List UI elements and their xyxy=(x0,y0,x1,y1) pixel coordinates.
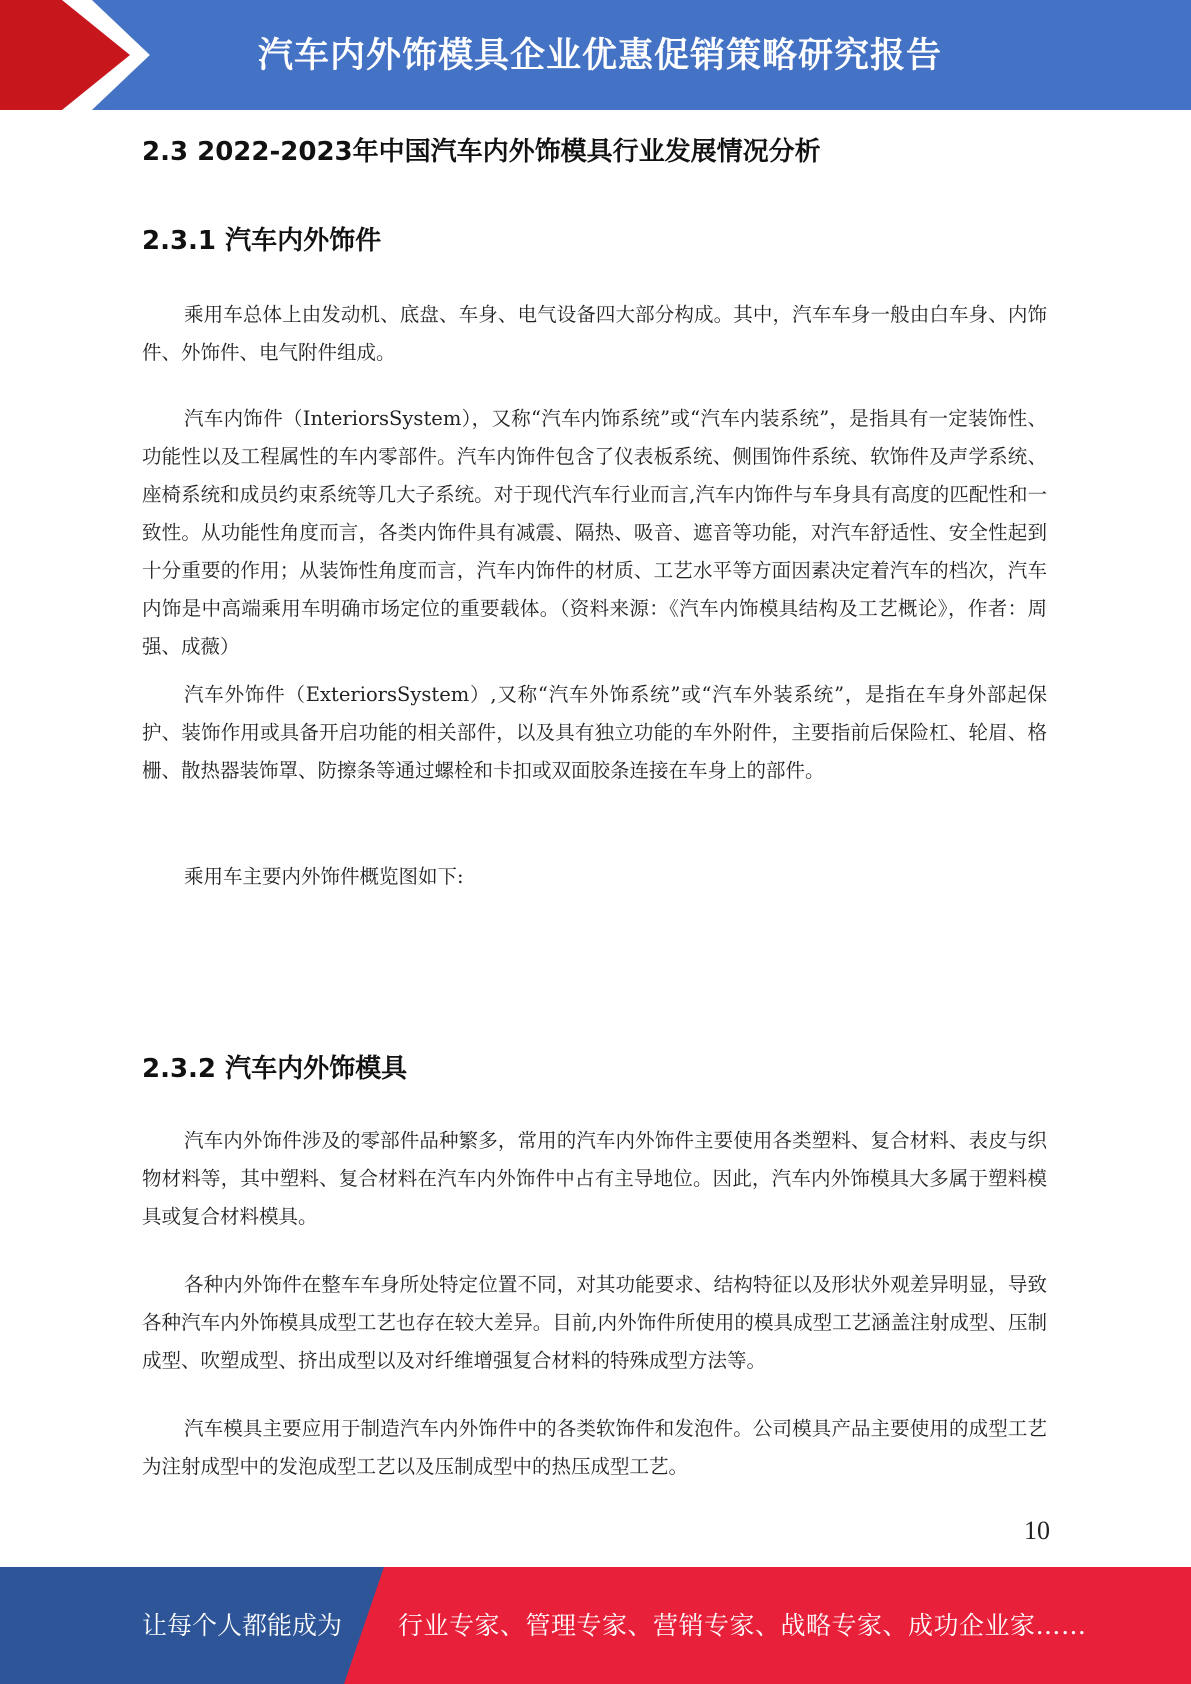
subsection-heading-2-3-1: 2.3.1 汽车内外饰件 xyxy=(142,226,382,256)
paragraph-molding-processes: 各种内外饰件在整车车身所处特定位置不同，对其功能要求、结构特征以及形状外观差异明显，导致各种汽车内外饰模具成型工艺也存在较大差异。目前,内外饰件所使用的模具成型工艺涵盖注射成型、压制成型、吹塑成型、挤出成型以及对纤维增强复合材料的特殊成型方法等。 xyxy=(142,1273,1047,1372)
paragraph-interior-parts: 汽车内饰件（InteriorsSystem），又称“汽车内饰系统”或“汽车内装系统”，是指具有一定装饰性、功能性以及工程属性的车内零部件。汽车内饰件包含了仪表板系统、侧围饰件系统、软饰件及声学系统、座椅系统和成员约束系统等几大子系统。对于现代汽车行业而言,汽车内饰件与车身具有高度的匹配性和一致性。从功能性角度而言，各类内饰件具有减震、隔热、吸音、遮音等功能，对汽车舒适性、安全性起到十分重要的作用；从装饰性角度而言，汽车内饰件的材质、工艺水平等方面因素决定着汽车的档次，汽车内饰是中高端乘用车明确市场定位的重要载体。（资料来源：《汽车内饰模具结构及工艺概论》，作者：周强、成薇） xyxy=(142,407,1047,658)
red-chevron-decoration xyxy=(0,0,160,110)
page-number: 10 xyxy=(1024,1516,1050,1545)
paragraph-mold-applications: 汽车模具主要应用于制造汽车内外饰件中的各类软饰件和发泡件。公司模具产品主要使用的成型工艺为注射成型中的发泡成型工艺以及压制成型中的热压成型工艺。 xyxy=(142,1417,1047,1478)
paragraph-exterior-parts: 汽车外饰件（ExteriorsSystem）,又称“汽车外饰系统”或“汽车外装系统”，是指在车身外部起保护、装饰作用或具备开启功能的相关部件，以及具有独立功能的车外附件，主要指前后保险杠、轮眉、格栅、散热器装饰罩、防擦条等通过螺栓和卡扣或双面胶条连接在车身上的部件。 xyxy=(142,683,1047,782)
footer-tagline: 行业专家、管理专家、营销专家、战略专家、成功企业家…… xyxy=(398,1611,1087,1640)
paragraph-vehicle-composition: 乘用车总体上由发动机、底盘、车身、电气设备四大部分构成。其中，汽车车身一般由白车身、内饰件、外饰件、电气附件组成。 xyxy=(142,303,1047,364)
section-heading: 2.3 2022-2023年中国汽车内外饰模具行业发展情况分析 xyxy=(142,137,821,167)
report-title: 汽车内外饰模具企业优惠促销策略研究报告 xyxy=(258,36,943,76)
footer-slogan: 让每个人都能成为 xyxy=(142,1611,343,1640)
footer-band xyxy=(0,1567,1191,1684)
paragraph-overview-intro: 乘用车主要内外饰件概览图如下: xyxy=(184,865,464,888)
subsection-heading-2-3-2: 2.3.2 汽车内外饰模具 xyxy=(142,1054,408,1084)
report-header-band xyxy=(0,0,1191,110)
paragraph-mold-materials: 汽车内外饰件涉及的零部件品种繁多，常用的汽车内外饰件主要使用各类塑料、复合材料、表皮与织物材料等，其中塑料、复合材料在汽车内外饰件中占有主导地位。因此，汽车内外饰模具大多属于塑料模具或复合材料模具。 xyxy=(142,1129,1047,1228)
